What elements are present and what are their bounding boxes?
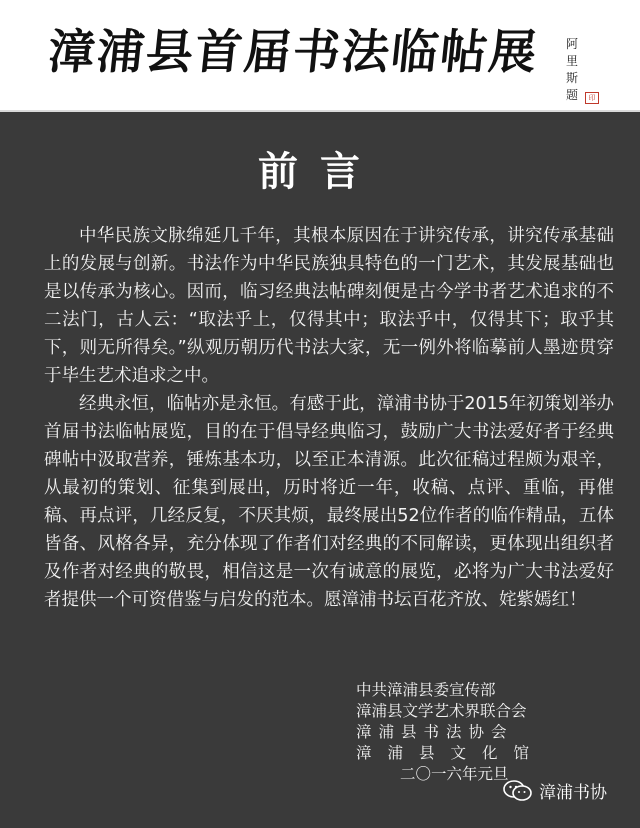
- signature-org-propaganda: 中共漳浦县委宣传部: [356, 681, 496, 699]
- account-name: 漳浦书协: [539, 783, 607, 803]
- paragraph-2: 经典永恒，临帖亦是永恒。有感于此，漳浦书协于2015年初策划举办首届书法临帖展览，目的在于倡导经典临习，鼓励广大书法爱好者于经典碑帖中汲取营养，锤炼基本功，以至正本清源。此次征稿过程颇为艰辛，从最初的策划、征集到展出，历时将近一年，收稿、点评、重临，再催稿、再点评，几经反复，不厌其烦，最终展出52位作者的临作精品，五体皆备、风格各异，充分体现了作者们对经典的不同解读，更体现出组织者及作者对经典的敬畏，相信这是一次有诚意的展览，必将为广大书法爱好者提供一个可资借鉴与启发的范本。愿漳浦书坛百花齐放、姹紫嫣红！: [44, 394, 614, 610]
- wechat-icon: [503, 779, 533, 803]
- wechat-watermark: [503, 778, 607, 803]
- calligrapher-signature: 阿里斯题: [566, 37, 579, 102]
- signature-org-calligraphy-assoc: 漳浦县书法协会: [356, 723, 514, 741]
- signature-org-federation: 漳浦县文学艺术界联合会: [356, 702, 527, 720]
- signature-block: [356, 680, 545, 785]
- title-banner: [0, 0, 640, 112]
- preface-heading: 前言: [258, 148, 382, 195]
- paragraph-1: 中华民族文脉绵延几千年，其根本原因在于讲究传承，讲究传承基础上的发展与创新。书法作为中华民族独具特色的一门艺术，其发展基础也是以传承为核心。因而，临习经典法帖碑刻便是古今学书者艺术追求的不二法门，古人云：“取法乎上，仅得其中；取法乎中，仅得其下；取乎其下，则无所得矣。”纵观历朝历代书法大家，无一例外将临摹前人墨迹贯穿于毕生艺术追求之中。: [44, 226, 614, 386]
- signature-date: 二〇一六年元旦: [400, 765, 509, 783]
- red-seal: 印: [585, 92, 599, 104]
- exhibition-title: 漳浦县首届书法临帖展: [45, 25, 541, 80]
- preface-body: [44, 222, 614, 614]
- signature-org-cultural-center: 漳浦县文化馆: [356, 744, 546, 762]
